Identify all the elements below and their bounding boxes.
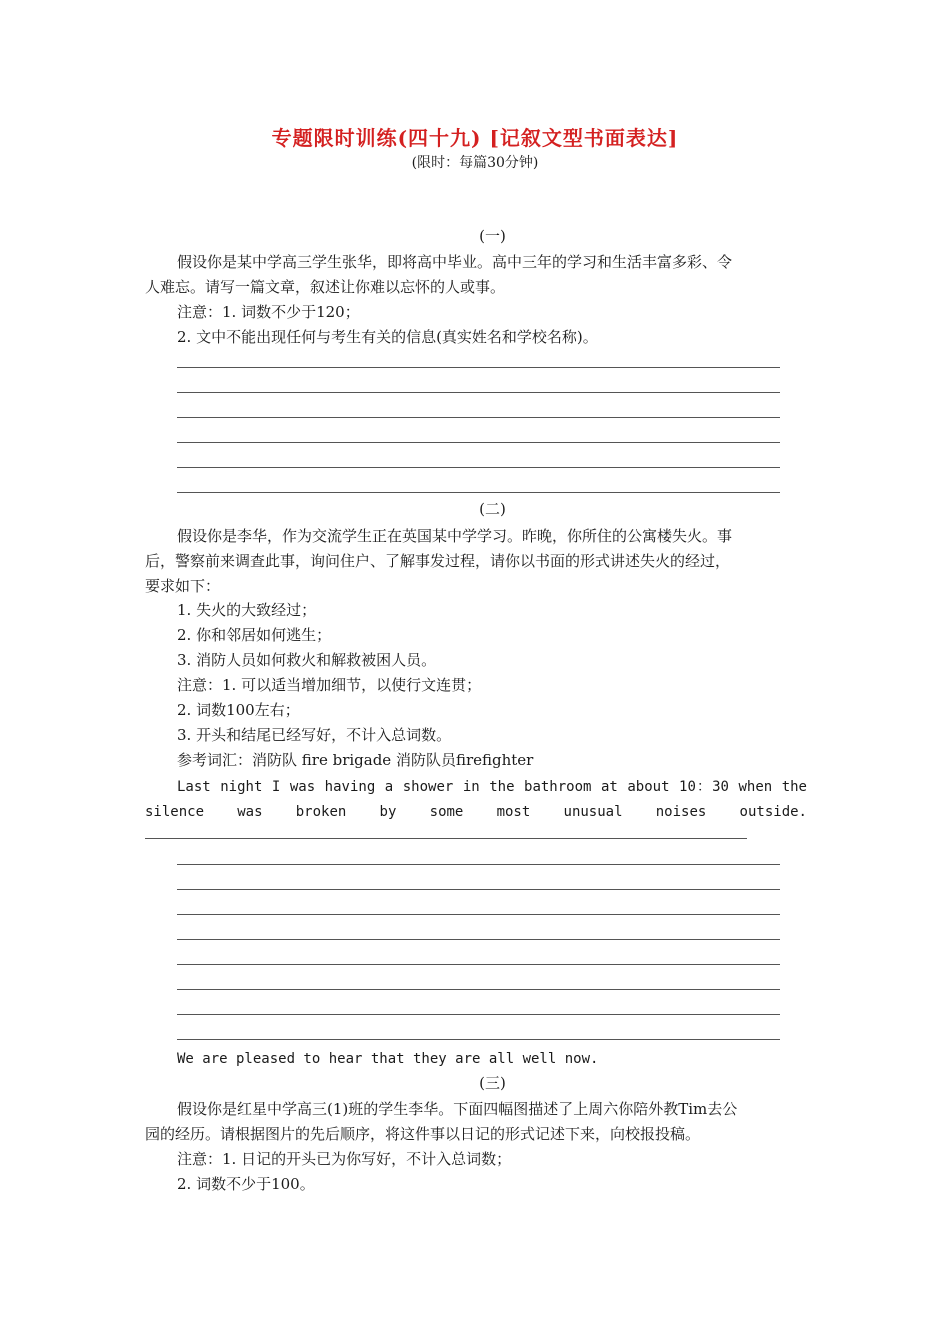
section-1-heading: (一) <box>479 227 506 245</box>
section-2-note-2: 2. 词数100左右； <box>177 701 300 719</box>
section-2-opening-sentence: Last night I was having a shower in the bathroom at about 10：30 when the silence was broken by some most unusual noises outside. <box>145 779 807 820</box>
page-title: 专题限时训练(四十九) [记叙文型书面表达] <box>271 126 679 150</box>
section-1-note-1: 注意：1. 词数不少于120； <box>177 303 360 321</box>
answer-line <box>177 939 780 940</box>
section-3-prompt-line-2: 园的经历。请根据图片的先后顺序，将这件事以日记的形式记述下来，向校报投稿。 <box>145 1125 701 1143</box>
section-2-note-1: 注意：1. 可以适当增加细节，以使行文连贯； <box>177 676 482 694</box>
answer-line <box>177 1039 780 1040</box>
section-2-requirement-2: 2. 你和邻居如何逃生； <box>177 626 332 644</box>
answer-line <box>177 392 780 393</box>
section-2-ending-sentence: We are pleased to hear that they are all well now. <box>177 1051 599 1067</box>
answer-line <box>177 989 780 990</box>
answer-line <box>177 442 780 443</box>
section-2-requirement-3: 3. 消防人员如何救火和解救被困人员。 <box>177 651 437 669</box>
section-2-heading: (二) <box>479 500 506 518</box>
answer-line <box>177 417 780 418</box>
answer-line <box>145 838 747 839</box>
answer-line <box>177 914 780 915</box>
answer-line <box>177 964 780 965</box>
answer-line <box>177 889 780 890</box>
section-2-prompt-line-3: 要求如下： <box>145 577 221 595</box>
section-3-note-2: 2. 词数不少于100。 <box>177 1175 315 1193</box>
section-2-prompt-line-1: 假设你是李华，作为交流学生正在英国某中学学习。昨晚，你所住的公寓楼失火。事 <box>177 527 733 545</box>
section-3-prompt-line-1: 假设你是红星中学高三(1)班的学生李华。下面四幅图描述了上周六你陪外教Tim去公 <box>177 1100 738 1118</box>
section-3-note-1: 注意：1. 日记的开头已为你写好，不计入总词数； <box>177 1150 512 1168</box>
section-2-prompt-line-2: 后，警察前来调查此事，询问住户、了解事发过程，请你以书面的形式讲述失火的经过， <box>145 552 731 570</box>
answer-line <box>177 864 780 865</box>
section-1-prompt-line-2: 人难忘。请写一篇文章，叙述让你难以忘怀的人或事。 <box>145 278 506 296</box>
answer-line <box>177 492 780 493</box>
answer-line <box>177 467 780 468</box>
section-1-prompt-line-1: 假设你是某中学高三学生张华，即将高中毕业。高中三年的学习和生活丰富多彩、令 <box>177 253 733 271</box>
answer-line <box>177 1014 780 1015</box>
section-2-requirement-1: 1. 失火的大致经过； <box>177 601 317 619</box>
time-limit: (限时：每篇30分钟) <box>411 155 539 171</box>
section-3-heading: (三) <box>479 1074 506 1092</box>
section-2-note-3: 3. 开头和结尾已经写好，不计入总词数。 <box>177 726 452 744</box>
answer-line <box>177 367 780 368</box>
section-2-vocabulary: 参考词汇：消防队 fire brigade 消防队员firefighter <box>177 751 534 769</box>
section-1-note-2: 2. 文中不能出现任何与考生有关的信息(真实姓名和学校名称)。 <box>177 328 598 346</box>
